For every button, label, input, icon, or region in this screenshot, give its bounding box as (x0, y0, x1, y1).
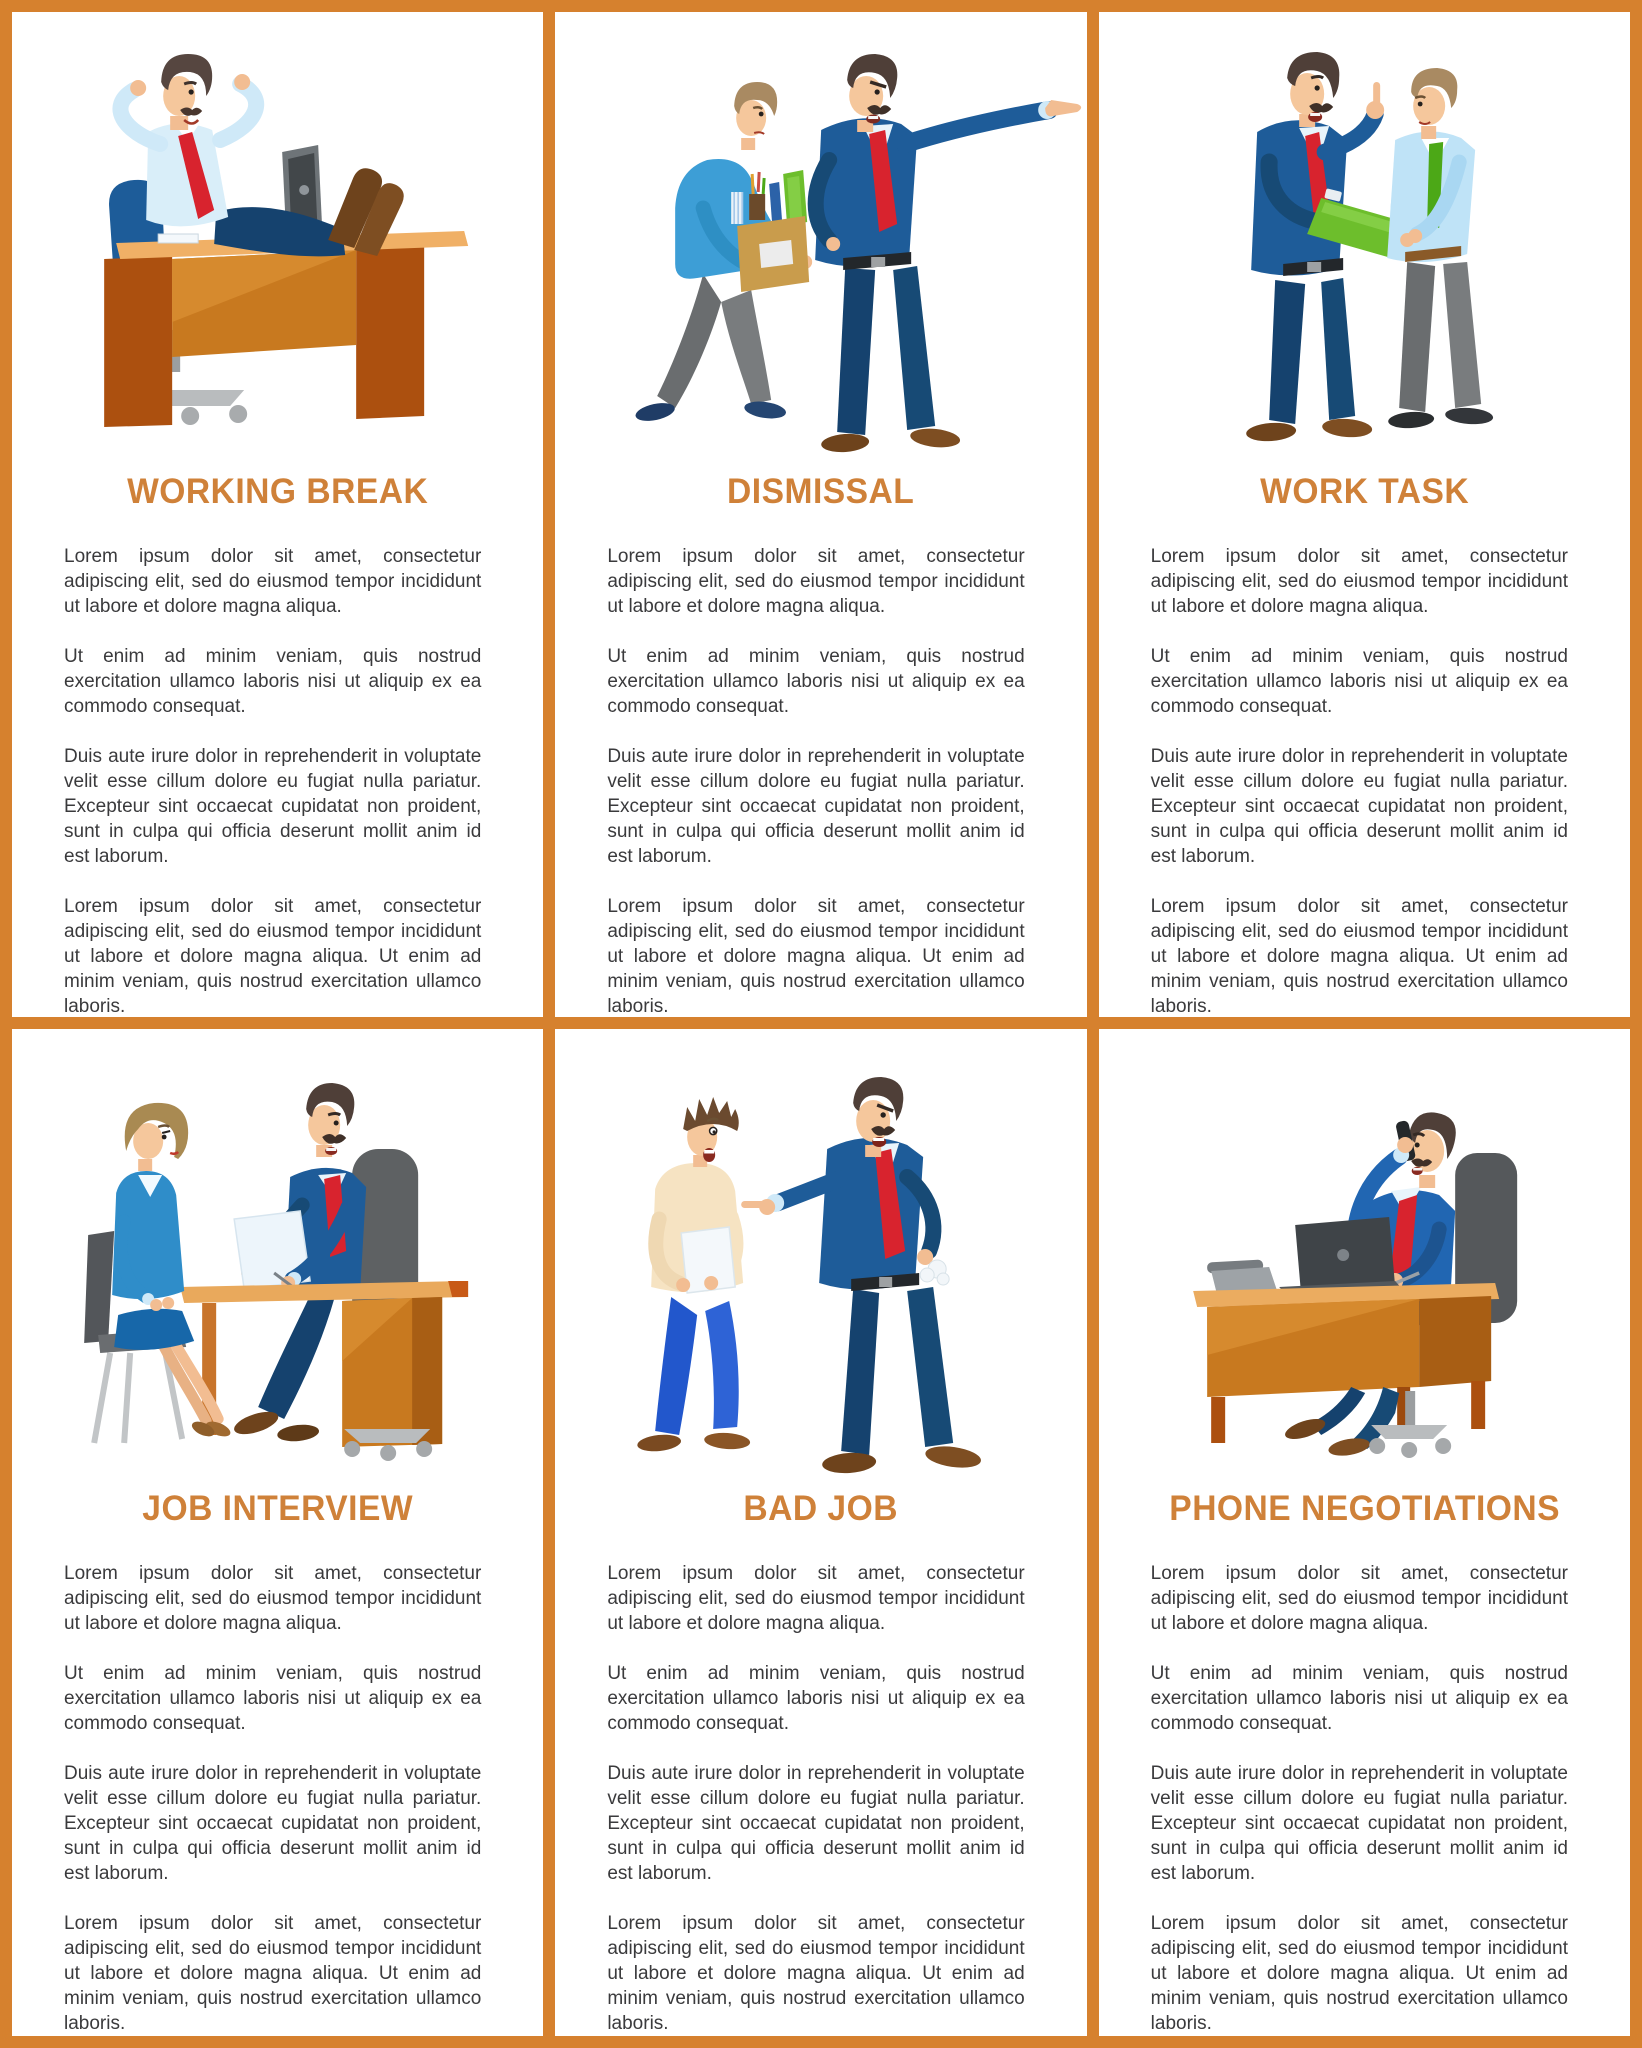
body-paragraph: Ut enim ad minim veniam, quis nostrud exercitation ullamco laboris nisi ut aliquip ex ea commodo consequat. (64, 1663, 482, 1734)
working-break-illustration (12, 12, 543, 464)
shouting-boss-figure (741, 1077, 982, 1475)
dismissal-art (555, 12, 1086, 464)
desk (1193, 1283, 1499, 1443)
poster-title: PHONE NEGOTIATIONS (1168, 1489, 1560, 1528)
body-paragraph: Lorem ipsum dolor sit amet, consectetur adipiscing elit, sed do eiusmod tempor incididunt ut labore et dolore magna aliqua. Ut enim ad minim veniam, quis nostrud exercitation ullamco laboris. (1150, 896, 1568, 1017)
poster-dismissal (555, 12, 1086, 1017)
work-task-illustration (1099, 12, 1630, 464)
poster-title: WORK TASK (1259, 472, 1469, 511)
poster-body (555, 544, 1086, 1017)
working-break-art (12, 12, 543, 464)
poster-bad-job (555, 1029, 1086, 2036)
poster-title: WORKING BREAK (127, 472, 429, 511)
angry-boss-figure (815, 54, 1081, 454)
poster-title: JOB INTERVIEW (142, 1489, 414, 1528)
bad-job-art (555, 1029, 1086, 1481)
dismissal-illustration (555, 12, 1086, 464)
body-paragraph: Lorem ipsum dolor sit amet, consectetur adipiscing elit, sed do eiusmod tempor incididunt ut labore et dolore magna aliqua. Ut enim ad minim veniam, quis nostrud exercitation ullamco laboris. (1150, 1913, 1568, 2034)
body-paragraph: Lorem ipsum dolor sit amet, consectetur adipiscing elit, sed do eiusmod tempor incididunt ut labore et dolore magna aliqua. (64, 546, 482, 617)
body-paragraph: Ut enim ad minim veniam, quis nostrud exercitation ullamco laboris nisi ut aliquip ex ea commodo consequat. (607, 646, 1025, 717)
body-paragraph: Lorem ipsum dolor sit amet, consectetur adipiscing elit, sed do eiusmod tempor incididunt ut labore et dolore magna aliqua. (1150, 546, 1568, 617)
body-paragraph: Duis aute irure dolor in reprehenderit in voluptate velit esse cillum dolore eu fugiat nulla pariatur. Excepteur sint occaecat cupidatat non proident, sunt in culpa qui officia deserunt mollit anim id est laborum. (64, 746, 482, 867)
body-paragraph: Ut enim ad minim veniam, quis nostrud exercitation ullamco laboris nisi ut aliquip ex ea commodo consequat. (1150, 1663, 1568, 1734)
body-paragraph: Lorem ipsum dolor sit amet, consectetur adipiscing elit, sed do eiusmod tempor incididunt ut labore et dolore magna aliqua. Ut enim ad minim veniam, quis nostrud exercitation ullamco laboris. (607, 896, 1025, 1017)
employee-figure (1387, 68, 1493, 430)
body-paragraph: Duis aute irure dolor in reprehenderit in voluptate velit esse cillum dolore eu fugiat nulla pariatur. Excepteur sint occaecat cupidatat non proident, sunt in culpa qui officia deserunt mollit anim id est laborum. (607, 746, 1025, 867)
body-paragraph: Ut enim ad minim veniam, quis nostrud exercitation ullamco laboris nisi ut aliquip ex ea commodo consequat. (64, 646, 482, 717)
body-paragraph: Lorem ipsum dolor sit amet, consectetur adipiscing elit, sed do eiusmod tempor incididunt ut labore et dolore magna aliqua. (607, 1563, 1025, 1634)
poster-body (12, 1561, 543, 2036)
phone-negotiations-art (1099, 1029, 1630, 1481)
poster-work-task (1099, 12, 1630, 1017)
body-paragraph: Lorem ipsum dolor sit amet, consectetur adipiscing elit, sed do eiusmod tempor incididunt ut labore et dolore magna aliqua. Ut enim ad minim veniam, quis nostrud exercitation ullamco laboris. (64, 896, 482, 1017)
body-paragraph: Lorem ipsum dolor sit amet, consectetur adipiscing elit, sed do eiusmod tempor incididunt ut labore et dolore magna aliqua. (1150, 1563, 1568, 1634)
job-interview-art (12, 1029, 543, 1481)
body-paragraph: Lorem ipsum dolor sit amet, consectetur adipiscing elit, sed do eiusmod tempor incididunt ut labore et dolore magna aliqua. (607, 546, 1025, 617)
poster-job-interview (12, 1029, 543, 2036)
poster-body (12, 544, 543, 1017)
body-paragraph: Duis aute irure dolor in reprehenderit in voluptate velit esse cillum dolore eu fugiat nulla pariatur. Excepteur sint occaecat cupidatat non proident, sunt in culpa qui officia deserunt mollit anim id est laborum. (607, 1763, 1025, 1884)
desk (104, 231, 468, 427)
body-paragraph: Lorem ipsum dolor sit amet, consectetur adipiscing elit, sed do eiusmod tempor incididunt ut labore et dolore magna aliqua. Ut enim ad minim veniam, quis nostrud exercitation ullamco laboris. (607, 1913, 1025, 2034)
body-paragraph: Lorem ipsum dolor sit amet, consectetur adipiscing elit, sed do eiusmod tempor incididunt ut labore et dolore magna aliqua. (64, 1563, 482, 1634)
poster-title: BAD JOB (743, 1489, 899, 1528)
body-paragraph: Duis aute irure dolor in reprehenderit in voluptate velit esse cillum dolore eu fugiat nulla pariatur. Excepteur sint occaecat cupidatat non proident, sunt in culpa qui officia deserunt mollit anim id est laborum. (64, 1763, 482, 1884)
poster-body (1099, 544, 1630, 1017)
body-paragraph: Lorem ipsum dolor sit amet, consectetur adipiscing elit, sed do eiusmod tempor incididunt ut labore et dolore magna aliqua. Ut enim ad minim veniam, quis nostrud exercitation ullamco laboris. (64, 1913, 482, 2034)
poster-title: DISMISSAL (727, 472, 915, 511)
poster-body (1099, 1561, 1630, 2036)
poster-phone-negotiations (1099, 1029, 1630, 2036)
phone-negotiations-illustration (1099, 1029, 1630, 1481)
poster-body (555, 1561, 1086, 2036)
body-paragraph: Ut enim ad minim veniam, quis nostrud exercitation ullamco laboris nisi ut aliquip ex ea commodo consequat. (1150, 646, 1568, 717)
body-paragraph: Duis aute irure dolor in reprehenderit in voluptate velit esse cillum dolore eu fugiat nulla pariatur. Excepteur sint occaecat cupidatat non proident, sunt in culpa qui officia deserunt mollit anim id est laborum. (1150, 1763, 1568, 1884)
bad-job-illustration (555, 1029, 1086, 1481)
chair-base-wheels (344, 1429, 432, 1461)
body-paragraph: Ut enim ad minim veniam, quis nostrud exercitation ullamco laboris nisi ut aliquip ex ea commodo consequat. (607, 1663, 1025, 1734)
body-paragraph: Duis aute irure dolor in reprehenderit in voluptate velit esse cillum dolore eu fugiat nulla pariatur. Excepteur sint occaecat cupidatat non proident, sunt in culpa qui officia deserunt mollit anim id est laborum. (1150, 746, 1568, 867)
poster-working-break (12, 12, 543, 1017)
job-interview-illustration (12, 1029, 543, 1481)
work-task-art (1099, 12, 1630, 464)
scared-employee-figure (637, 1097, 751, 1453)
